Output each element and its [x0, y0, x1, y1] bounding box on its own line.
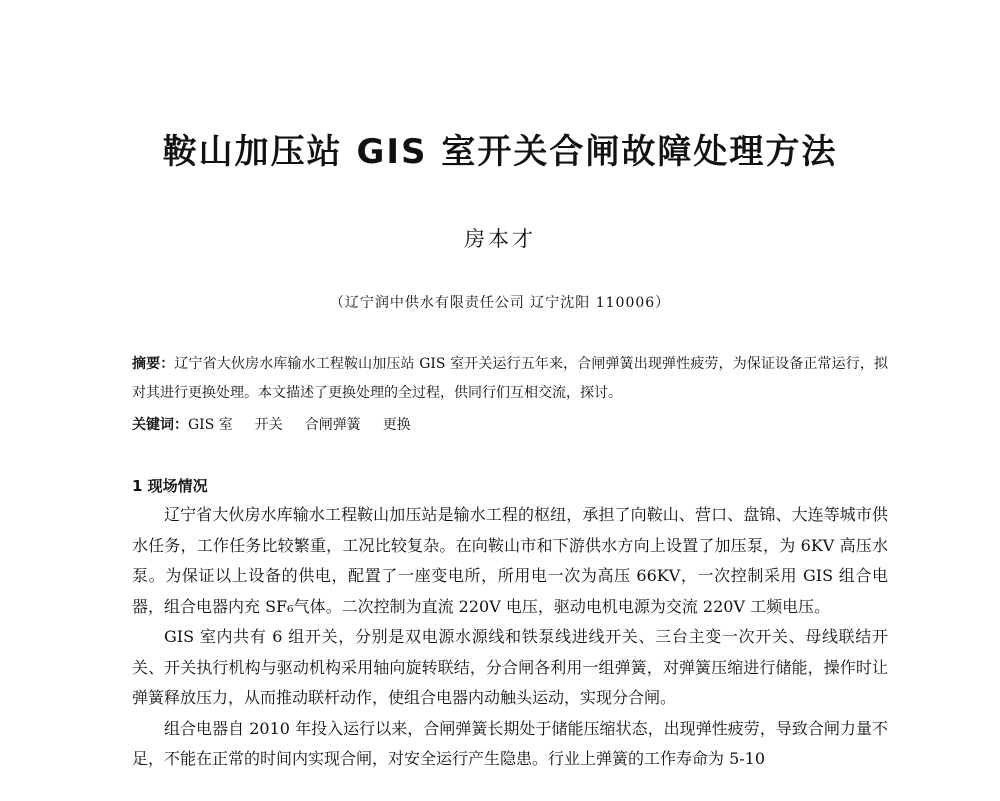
abstract: [132, 350, 888, 408]
author-name: 房本才: [464, 227, 536, 251]
body-paragraph: GIS 室内共有 6 组开关，分别是双电源水源线和铁泵线进线开关、三台主变一次开关、母线联结开关、开关执行机构与驱动机构采用轴向旋转联结，分合闸各利用一组弹簧，对弹簧压缩进行储能，操作时让弹簧释放压力，从而推动联杆动作，使组合电器内动触头运动，实现分合闸。: [132, 627, 888, 707]
keyword: 合闸弹簧: [304, 417, 361, 433]
author-affiliation: （辽宁润中供水有限责任公司 辽宁沈阳 110006）: [329, 295, 671, 311]
keyword: 开关: [254, 417, 283, 433]
abstract-text: 辽宁省大伙房水库输水工程鞍山加压站 GIS 室开关运行五年来，合闸弹簧出现弹性疲劳，为保证设备正常运行，拟对其进行更换处理。本文描述了更换处理的全过程，供同行们互相交流，探讨。: [132, 356, 889, 401]
body-paragraph: 组合电器自 2010 年投入运行以来，合闸弹簧长期处于储能压缩状态，出现弹性疲劳，导致合闸力量不足，不能在正常的时间内实现合闸，对安全运行产生隐患。行业上弹簧的工作寿命为 5-10: [132, 718, 888, 768]
section-body: [132, 500, 888, 775]
abstract-label: 摘要：: [132, 356, 175, 372]
section-heading: 1 现场情况: [132, 477, 208, 495]
paper-title: 鞍山加压站 GIS 室开关合闸故障处理方法: [162, 132, 838, 172]
keywords-label: 关键词：: [132, 417, 188, 433]
keywords: [132, 411, 888, 440]
keyword: GIS 室: [188, 417, 233, 433]
body-paragraph: 辽宁省大伙房水库输水工程鞍山加压站是输水工程的枢纽，承担了向鞍山、营口、盘锦、大连等城市供水任务，工作任务比较繁重，工况比较复杂。在向鞍山市和下游供水方向上设置了加压泵，为 6KV 高压水泵。为保证以上设备的供电，配置了一座变电所，所用电一次为高压 66KV，一次控制采用 GIS 组合电器，组合电器内充 SF₆气体。二次控制为直流 220V 电压，驱动电机电源为交流 220V 工频电压。: [132, 505, 888, 616]
keyword: 更换: [382, 417, 411, 433]
